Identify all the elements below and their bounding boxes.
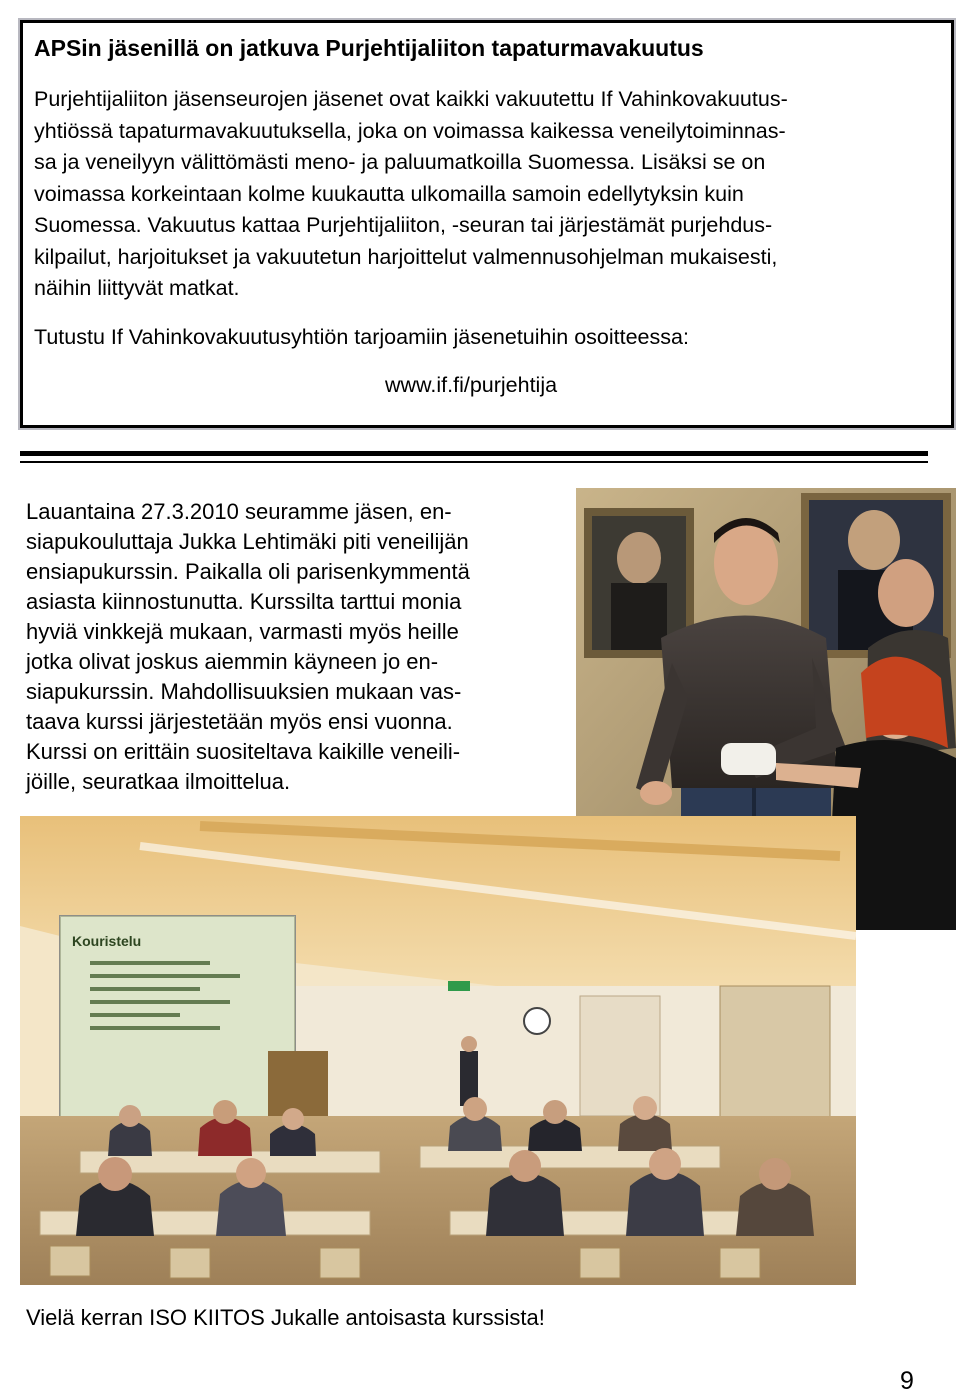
insurance-box <box>20 20 954 428</box>
divider-thick <box>20 451 928 456</box>
insurance-visit-text: Tutustu If Vahinkovakuutusyhtiön tarjoamiin jäsenetuihin osoitteessa: <box>34 324 689 349</box>
insurance-url[interactable]: www.if.fi/purjehtija <box>385 372 558 397</box>
insurance-heading: APSin jäsenillä on jatkuva Purjehtijaliiton tapaturmavakuutus <box>34 35 704 61</box>
insurance-body: Purjehtijaliiton jäsenseurojen jäsenet ovat kaikki vakuutettu If Vahinkovakuutus- yhtiössä tapaturmavakuutuksella, joka on voimassa kaikessa veneilytoiminnas- sa ja veneilyyn välittömästi meno- ja paluumatkoilla Suomessa. Lisäksi se on voimassa korkeintaan kolme kuukautta ulkomailla samoin edellytyksin kuin Suomessa. Vakuutus kattaa Purjehtijaliiton, -seuran tai järjestämät purjehdus- kilpailut, harjoitukset ja vakuutetun harjoittelut valmennusohjelman mukaisesti, näihin liittyvät matkat. <box>34 87 788 300</box>
classroom-audience-photo <box>20 816 856 1285</box>
insurance-box-shadow <box>18 18 956 430</box>
article-text: Lauantaina 27.3.2010 seuramme jäsen, en- siapukouluttaja Jukka Lehtimäki piti veneilijän ensiapukurssin. Paikalla oli parisenkymmentä asiasta kiinnostunutta. Kurssilta tarttui monia hyviä vinkkejä mukaan, varmasti myös heille jotka olivat joskus aiemmin käyneen jo en- siapukurssin. Mahdollisuuksien mukaan vas- taava kurssi järjestetään myös ensi vuonna. Kurssi on erittäin suositeltava kaikille veneili- jöille, seuratkaa ilmoittelua. <box>26 499 470 794</box>
slide-title: Kouristelu <box>72 933 142 949</box>
divider-thin <box>20 461 928 463</box>
page-number: 9 <box>900 1367 914 1395</box>
photo-caption: Vielä kerran ISO KIITOS Jukalle antoisasta kurssista! <box>26 1305 545 1330</box>
